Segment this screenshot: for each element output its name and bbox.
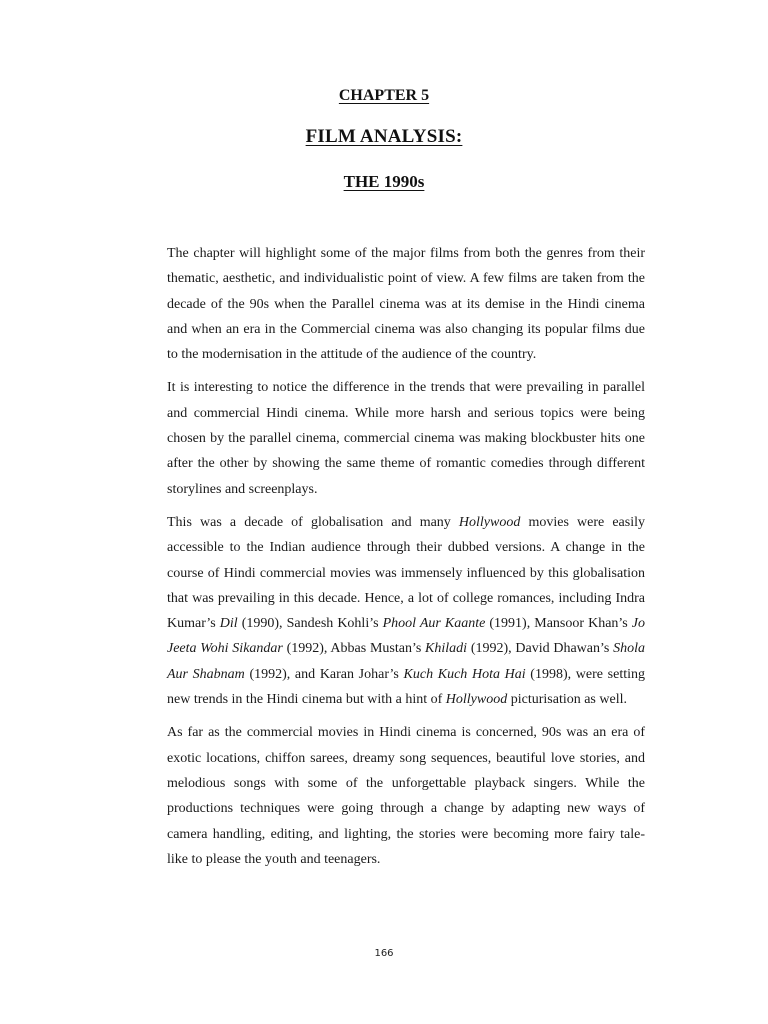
- paragraph-3-text: (1991), Mansoor Khan’s: [485, 616, 632, 632]
- paragraph-3-text: This was a decade of globalisation and many: [167, 514, 459, 530]
- paragraph-3-text: movies were easily accessible to the Indian audience through their dubbed versions. A change in the course of Hindi commercial movies was immensely influenced by this globalisation that was prevailing in this decade. Hence, a lot of college romances, including Indra Kumar’s: [167, 514, 645, 632]
- film-title-dil: Dil: [219, 616, 238, 632]
- paragraph-3-text: (1998), were setting new trends in the Hindi cinema but with a hint of: [167, 666, 645, 708]
- paragraph-3-text: (1990), Sandesh Kohli’s: [237, 616, 383, 632]
- film-title-jo-jeeta-wohi-sikandar: Jo Jeeta Wohi Sikandar: [167, 616, 646, 657]
- film-title-hollywood: Hollywood: [458, 514, 521, 530]
- paragraph-3-text: (1992), Abbas Mustan’s: [282, 641, 426, 657]
- chapter-title: FILM ANALYSIS:: [305, 126, 463, 147]
- body-text: [167, 241, 645, 880]
- film-title-hollywood: Hollywood: [445, 692, 508, 708]
- page-number: 166: [374, 948, 394, 959]
- film-title-shola-aur-shabnam: Shola Aur Shabnam: [167, 641, 645, 682]
- film-title-phool-aur-kaante: Phool Aur Kaante: [382, 616, 486, 632]
- paragraph-3-text: (1992), and Karan Johar’s: [244, 666, 404, 682]
- paragraph-2: It is interesting to notice the difference in the trends that were prevailing in parallel and commercial Hindi cinema. While more harsh and serious topics were being chosen by the parallel cinema, commercial cinema was making blockbuster hits one after the other by showing the same theme of romantic comedies through different storylines and screenplays.: [167, 380, 645, 497]
- paragraph-4: As far as the commercial movies in Hindi cinema is concerned, 90s was an era of exotic locations, chiffon sarees, dreamy song sequences, beautiful love stories, and melodious songs with some of the unforgettable playback singers. While the productions techniques were going through a change by adapting new ways of camera handling, editing, and lighting, the stories were becoming more fairy tale-like to please the youth and teenagers.: [167, 725, 645, 867]
- paragraph-1: The chapter will highlight some of the major films from both the genres from their thematic, aesthetic, and individualistic point of view. A few films are taken from the decade of the 90s when the Parallel cinema was at its demise in the Hindi cinema and when an era in the Commercial cinema was also changing its popular films due to the modernisation in the attitude of the audience of the country.: [167, 246, 645, 363]
- paragraph-3-text: (1992), David Dhawan’s: [467, 641, 614, 657]
- chapter-subtitle: THE 1990s: [343, 172, 425, 191]
- chapter-heading: CHAPTER 5: [338, 87, 430, 104]
- film-title-khiladi: Khiladi: [425, 641, 468, 657]
- film-title-kuch-kuch-hota-hai: Kuch Kuch Hota Hai: [403, 666, 526, 682]
- paragraph-3-text: picturisation as well.: [507, 692, 627, 708]
- paragraph-3: [167, 510, 645, 712]
